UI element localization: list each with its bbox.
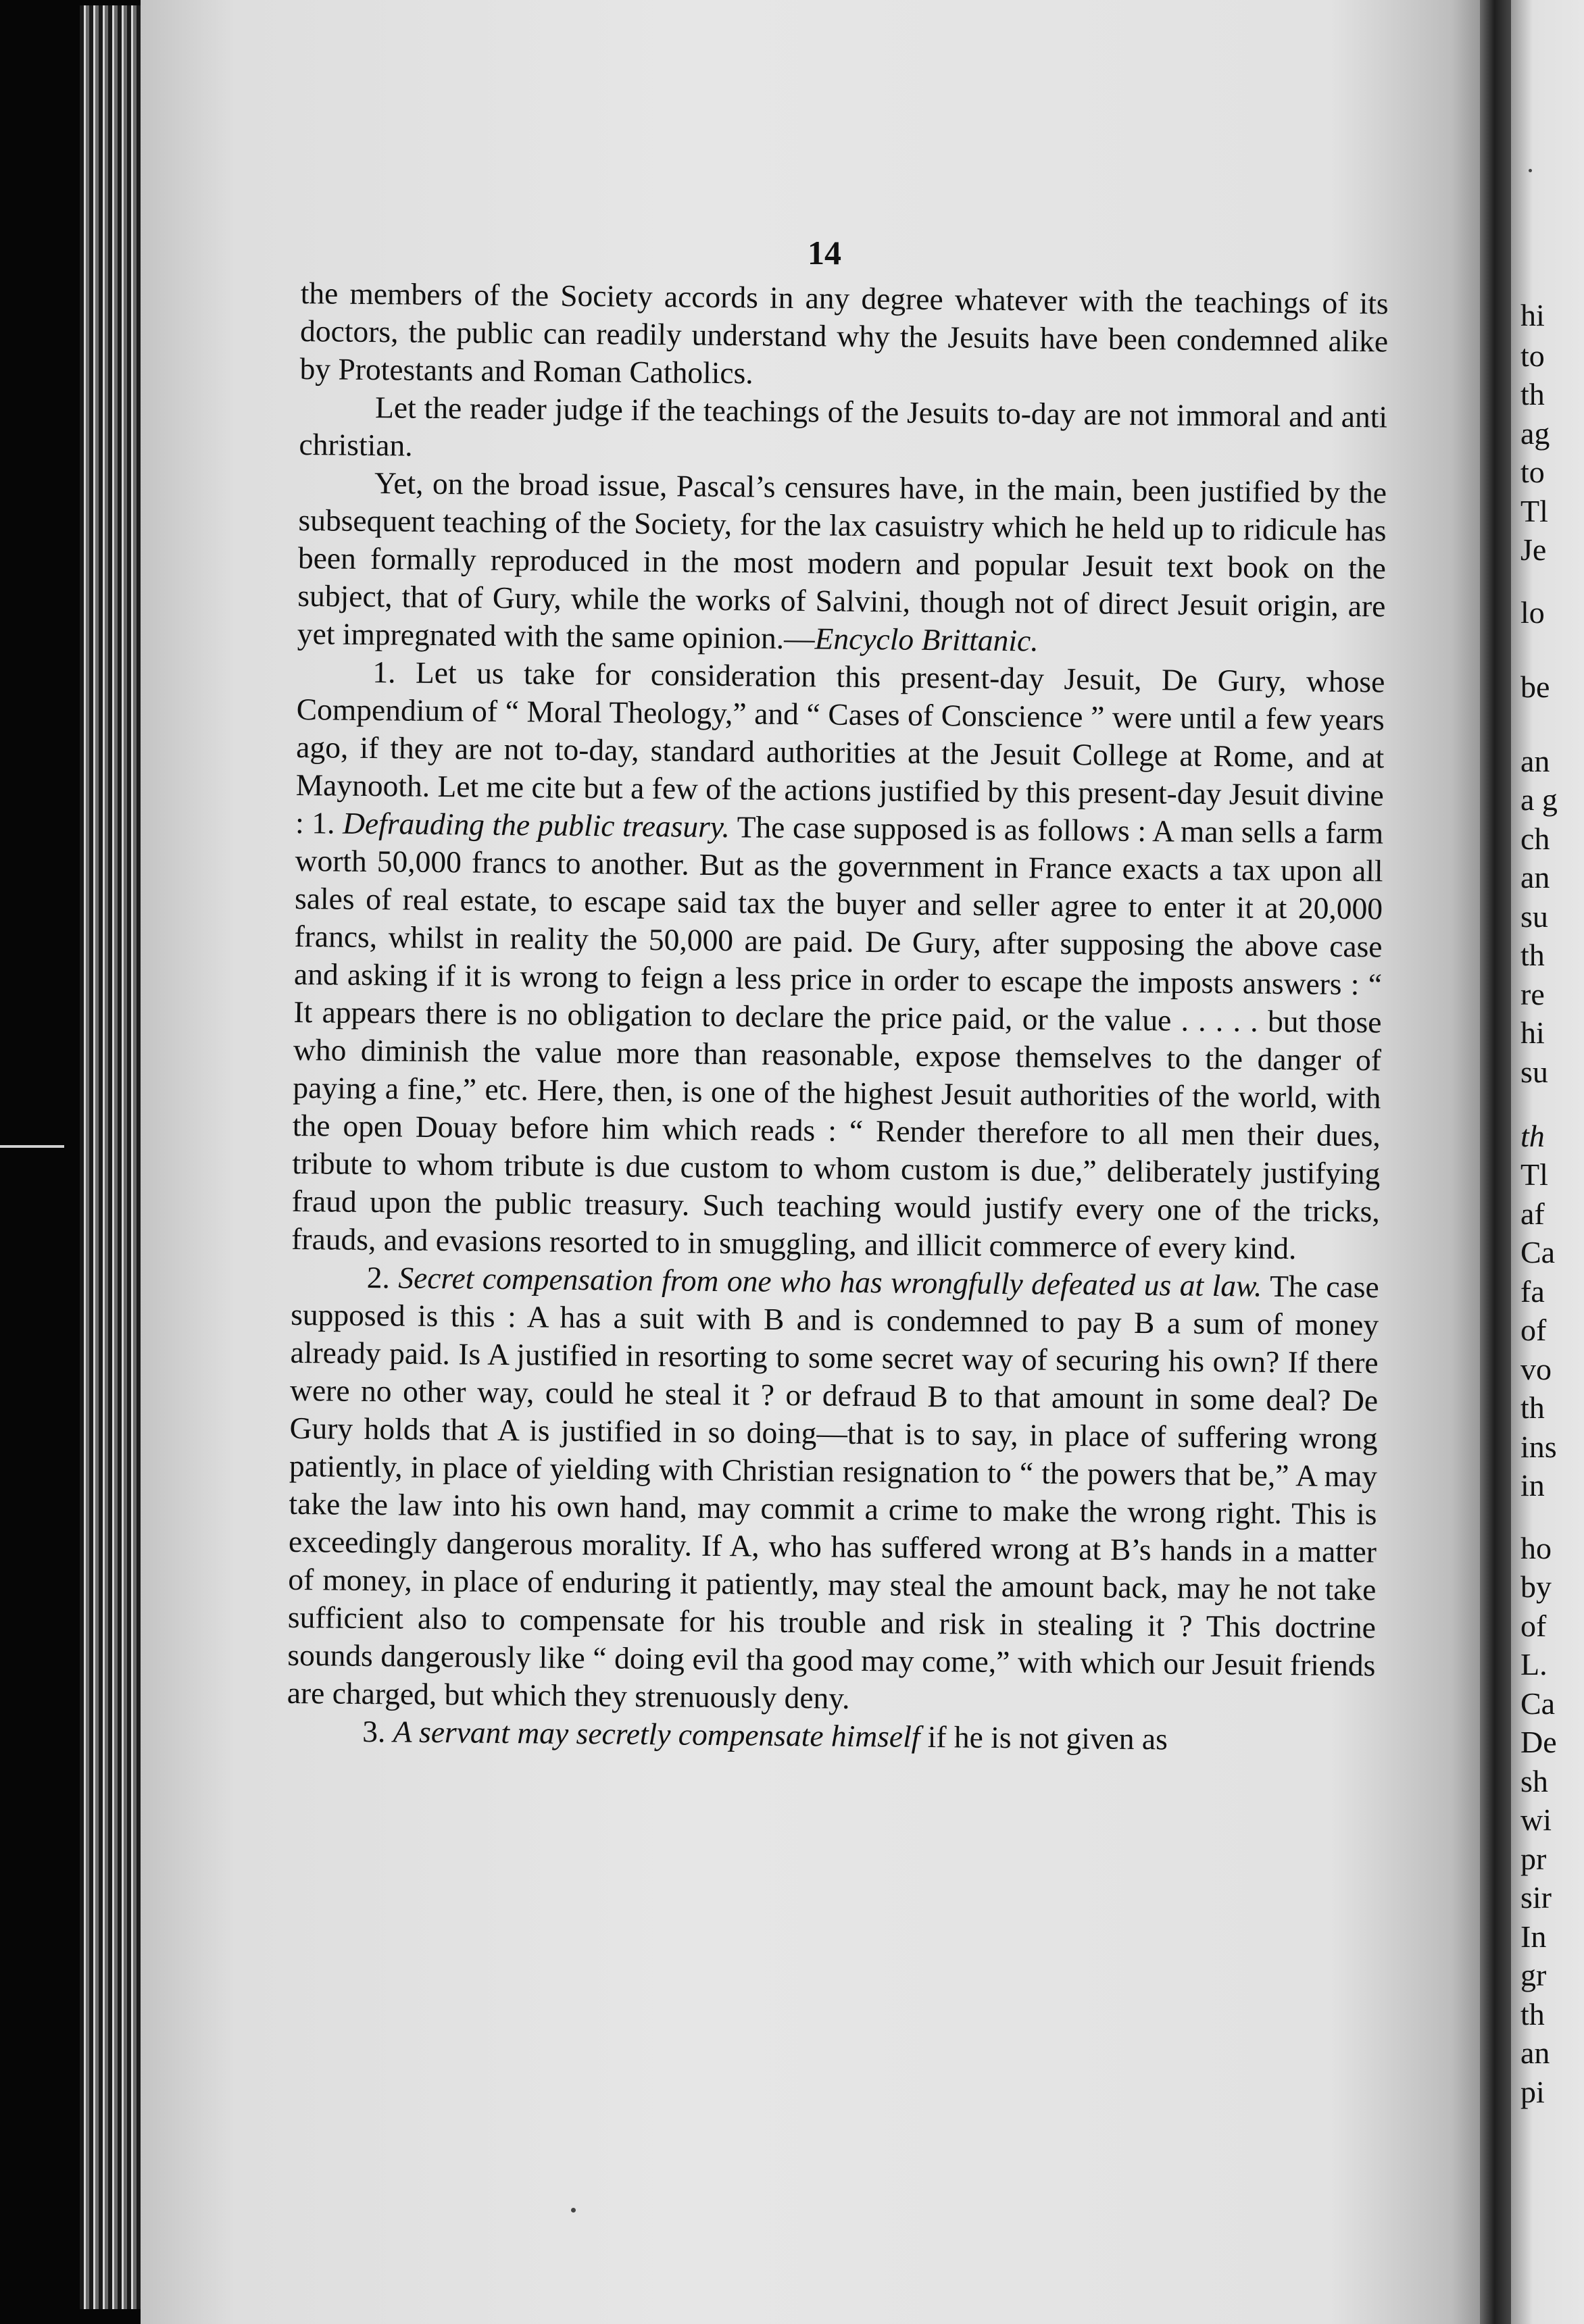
right-page-fragment: an — [1520, 2036, 1550, 2070]
right-page-fragment: In — [1520, 1919, 1547, 1954]
text-run: if he is not given as — [920, 1719, 1168, 1757]
right-page-fragment: to — [1520, 338, 1545, 373]
right-page-fragment: Ca — [1520, 1235, 1556, 1269]
right-page-fragment: lo — [1520, 595, 1545, 630]
text-run: Let the reader judge if the teachings of the Jesuits to-day are not immoral and anti christian. — [299, 390, 1388, 463]
paragraph — [299, 388, 1387, 474]
right-page-fragment: by — [1520, 1569, 1552, 1604]
right-page-fragment: th — [1520, 377, 1545, 411]
right-page-fragment: of — [1520, 1609, 1547, 1643]
paragraph — [297, 463, 1387, 663]
right-page-fragment: an — [1520, 744, 1550, 778]
right-page-fragment: pi — [1520, 2075, 1545, 2109]
right-page-fragment: th — [1520, 1997, 1545, 2031]
text-run: The case supposed is this : A has a suit with B and is condemned to pay B a sum of money already paid. Is A justified in resorting to some secret way of securing his own? If there were no other way, could he steal it ? or defraud B to that amount in some deal? De Gury holds that A is justified in so doing—that is to say, in place of suffering wrong patiently, in place of yielding with Christian resignation to “ the powers that be,” A may take the law into his own hand, may commit a crime to make the wrong right. This is exceedingly dangerous morality. If A, who has suffered wrong at B’s hands in a matter of money, in place of enduring it patiently, may steal the amount back, may he not take sufficient also to compensate for his trouble and risk in stealing it ? This doctrine sounds dangerously like “ doing evil tha good may come,” with which our Jesuit friends are charged, but which they strenuously deny. — [287, 1268, 1379, 1715]
page-number: 14 — [808, 234, 841, 272]
paragraph — [299, 274, 1389, 398]
right-page-fragment: Ca — [1520, 1686, 1556, 1721]
right-page-fragment: ag — [1520, 416, 1550, 451]
right-page-fragment: fa — [1520, 1274, 1545, 1309]
right-page-fragment: re — [1520, 977, 1545, 1011]
italic-text: Encyclo Brittanic. — [814, 621, 1039, 658]
right-page-fragment: a g — [1520, 782, 1558, 817]
text-run: 2. — [366, 1260, 399, 1295]
right-page-fragment: De — [1520, 1725, 1557, 1759]
right-page — [1511, 0, 1584, 2324]
right-page-fragment: hi — [1520, 298, 1545, 332]
italic-text: Secret compensation from one who has wrongfully defeated us at law. — [398, 1260, 1262, 1303]
text-run: Yet, on the broad issue, Pascal’s censures have, in the main, been justified by the subsequent teaching of the Society, for the lax casuistry which he held up to ridicule has been formally reproduced in the most modern and popular Jesuit text book on the subject, that of Gury, while the works of Salvini, though not of direct Jesuit origin, are yet impregnated with the same opinion.— — [297, 465, 1387, 656]
right-page-fragment: Tl — [1520, 1157, 1548, 1192]
text-run: 3. — [362, 1713, 394, 1749]
right-page-fragment: wi — [1520, 1802, 1552, 1837]
right-page-fragment: to — [1520, 455, 1545, 489]
right-page-fragment: ins — [1520, 1430, 1557, 1464]
ink-speck — [571, 2208, 576, 2213]
right-page-fragment: an — [1520, 860, 1550, 894]
right-page-fragment: in — [1520, 1468, 1545, 1502]
right-page-fragment: vo — [1520, 1352, 1552, 1386]
right-page-fragment: th — [1520, 1119, 1545, 1153]
right-page-fragment: pr — [1520, 1842, 1547, 1876]
right-page-fragment: ho — [1520, 1531, 1552, 1565]
right-page-fragment: be — [1520, 670, 1550, 704]
body-text — [287, 274, 1389, 1760]
right-page-fragment: th — [1520, 938, 1545, 972]
italic-text: A servant may secretly compensate himself — [393, 1714, 920, 1754]
right-page-fragment: ch — [1520, 822, 1550, 856]
right-page-fragment: sir — [1520, 1880, 1552, 1915]
right-page-fragment: L. — [1520, 1647, 1548, 1682]
right-page-fragment: sh — [1520, 1764, 1548, 1798]
right-page-fragment: su — [1520, 1055, 1548, 1089]
text-run: 1. Let us take for consideration this present-day Jesuit, De Gury, whose Compendium of “ Moral Theology,” and “ Cases of Conscience ” were until a few years ago, if they are not to-day, standard authorities at the Jesuit College at Rome, and at Maynooth. Let me cite but a few of the actions justified by this present-day Jesuit divine : 1. — [295, 655, 1385, 840]
italic-text: Defrauding the public treasury. — [342, 805, 731, 844]
text-run: the members of the Society accords in any degree whatever with the teachings of its doctors, the public can readily understand why the Jesuits have been condemned alike by Protestants and Roman Catholics. — [299, 275, 1389, 390]
paragraph — [287, 1258, 1379, 1722]
book-gutter — [1480, 0, 1512, 2324]
right-page-fragment: Je — [1520, 532, 1547, 567]
right-page-fragment: su — [1520, 899, 1548, 934]
right-page-fragment: th — [1520, 1390, 1545, 1425]
right-page-fragment: gr — [1520, 1958, 1547, 1992]
text-run: The case supposed is as follows : A man sells a farm worth 50,000 francs to another. But as the government in France exacts a tax upon all sales of real estate, to escape said tax the buyer and seller agree to enter it at 20,000 francs, whilst in reality the 50,000 are paid. De Gury, after supposing the above case and asking if it is wrong to feign a less price in order to escape the imposts answers : “ It appears there is no obligation to declare the price paid, or the value . . . . . but those who diminish the value more than reasonable, expose themselves to the danger of paying a fine,” etc. Here, then, is one of the highest Jesuit authorities of the world, with the open Douay before him which reads : “ Render therefore to all men their dues, tribute to whom tribute is due custom to whom custom is due,” deliberately justifying fraud upon the public treasury. Such teaching would justify every one of the tricks, frauds, and evasions resorted to in smuggling, and illicit commerce of every kind. — [291, 809, 1384, 1266]
margin-mark — [0, 1145, 64, 1148]
right-page-fragment: af — [1520, 1196, 1545, 1231]
right-page-fragment: hi — [1520, 1015, 1545, 1050]
paragraph — [291, 653, 1385, 1268]
ink-speck — [1529, 169, 1532, 172]
right-page-fragment: of — [1520, 1313, 1547, 1347]
right-page-fragment: Tl — [1520, 494, 1548, 528]
